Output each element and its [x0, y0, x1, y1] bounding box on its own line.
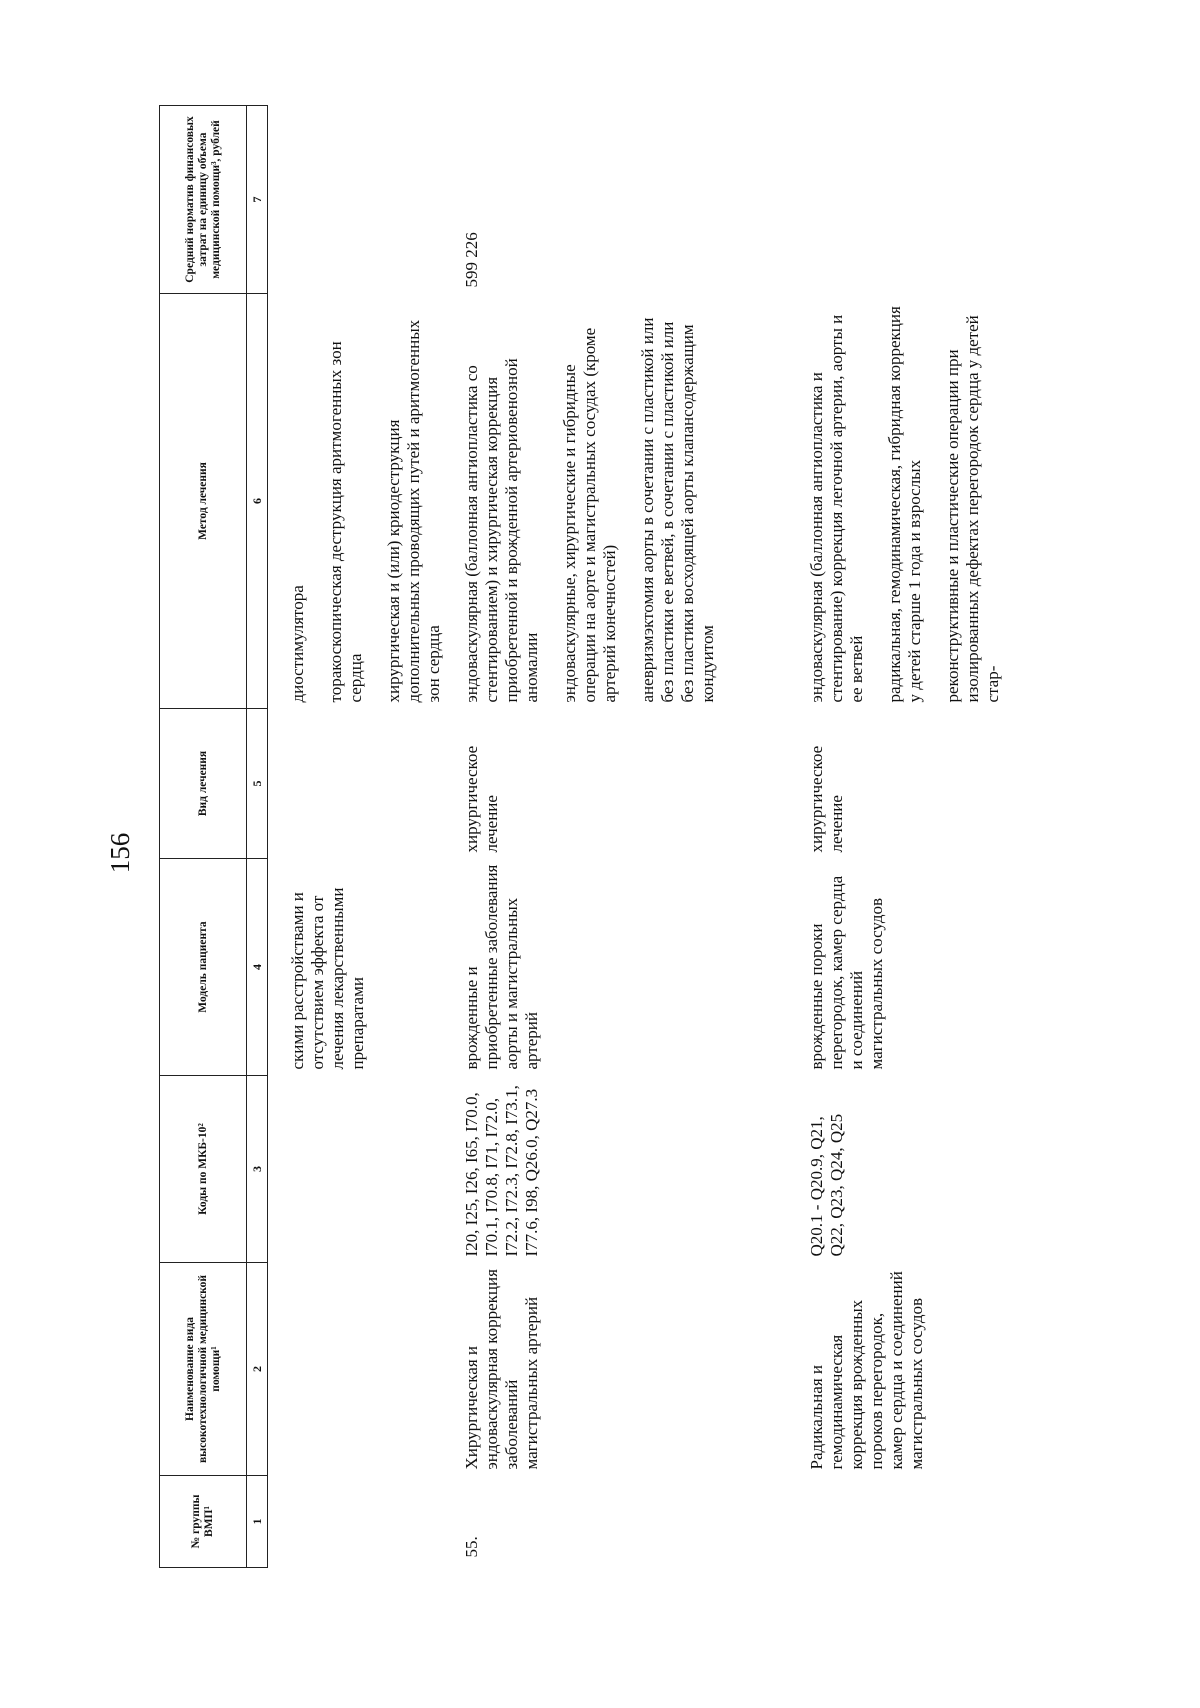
- treatment-method: торакоскопическая деструкция аритмогенных зон сердца: [326, 341, 365, 703]
- cell-treatment-methods: [807, 294, 1127, 709]
- treatment-method: диостимулятора: [288, 585, 307, 703]
- treatment-method: радикальная, гемодинамическая, гибридная коррекция у детей старше 1 года и взрослых: [885, 306, 924, 703]
- column-number: 4: [247, 859, 268, 1076]
- column-number: 2: [247, 1263, 268, 1476]
- header-financing-standard: Средний норматив финансовых затрат на единицу объема медицинской помощи³, рублей: [160, 106, 247, 294]
- vmp-table: [159, 105, 1127, 1568]
- cell-financing-standard: [268, 106, 463, 294]
- header-patient-model: Модель пациента: [160, 859, 247, 1076]
- column-number: 3: [247, 1076, 268, 1263]
- header-vmp-name: Наименование вида высокотехнологичной медицинской помощи¹: [160, 1263, 247, 1476]
- header-treatment-type: Вид лечения: [160, 709, 247, 859]
- treatment-method: эндоваскулярные, хирургические и гибридные операции на аорте и магистральных сосудах (кроме артерий конечностей): [560, 327, 619, 703]
- cell-group-number: [807, 1476, 1127, 1568]
- cell-financing-standard: 599 226: [462, 232, 481, 288]
- cell-treatment-type: [268, 709, 463, 859]
- cell-group-number: 55.: [462, 1536, 481, 1558]
- table-header-row: [160, 106, 247, 1568]
- cell-treatment-type: хирургическое лечение: [807, 745, 846, 853]
- header-treatment-method: Метод лечения: [160, 294, 247, 709]
- treatment-method: эндоваскулярная (баллонная ангиопластика со стентированием) и хирургическая коррекция приобретенной и врожденной артериовенозной аномалии: [462, 358, 541, 703]
- treatment-method: хирургическая и (или) криодеструкция дополнительных проводящих путей и аритмогенных зон сердца: [384, 319, 443, 703]
- cell-icd-codes: [268, 1076, 463, 1263]
- column-number: 5: [247, 709, 268, 859]
- table-row: [807, 106, 1127, 1568]
- cell-patient-model: скими расстройствами и отсутствием эффекта от лечения лекарственными препаратами: [288, 887, 367, 1070]
- cell-group-number: [268, 1476, 463, 1568]
- header-group-number: № группы ВМП¹: [160, 1476, 247, 1568]
- page-number: 156: [105, 832, 135, 874]
- table-row: [268, 106, 463, 1568]
- cell-treatment-methods: [462, 294, 807, 709]
- cell-patient-model: врожденные и приобретенные заболевания аорты и магистральных артерий: [462, 864, 541, 1070]
- column-number: 1: [247, 1476, 268, 1568]
- cell-icd-codes: Q20.1 - Q20.9, Q21, Q22, Q23, Q24, Q25: [807, 1113, 846, 1257]
- table-row: [462, 106, 807, 1568]
- rotated-table-sheet: [159, 106, 1120, 1568]
- header-icd-codes: Коды по МКБ-10²: [160, 1076, 247, 1263]
- column-number: 7: [247, 106, 268, 294]
- treatment-method: реконструктивные и пластические операции при изолированных дефектах перегородок сердца у детей стар-: [943, 315, 1002, 703]
- cell-icd-codes: I20, I25, I26, I65, I70.0, I70.1, I70.8, I71, I72.0, I72.2, I72.3, I72.8, I73.1, I77.6, I98, Q26.0, Q27.3: [462, 1085, 541, 1257]
- cell-treatment-methods: [268, 294, 463, 709]
- column-number: 6: [247, 294, 268, 709]
- treatment-method: эндоваскулярная (баллонная ангиопластика и стентирование) коррекция легочной артерии, аорты и ее ветвей: [807, 314, 866, 703]
- cell-vmp-name: Хирургическая и эндоваскулярная коррекция заболеваний магистральных артерий: [462, 1269, 541, 1470]
- treatment-method: аневризмэктомия аорты в сочетании с пластикой или без пластики ее ветвей, в сочетании с пластикой или без пластики восходящей аорты клапансодержащим кондуитом: [638, 317, 717, 703]
- cell-vmp-name: [268, 1263, 463, 1476]
- cell-financing-standard: [807, 106, 1127, 294]
- column-number-row: [247, 106, 268, 1568]
- cell-vmp-name: Радикальная и гемодинамическая коррекция врожденных пороков перегородок, камер сердца и соединений магистральных сосудов: [807, 1271, 926, 1470]
- cell-treatment-type: хирургическое лечение: [462, 745, 501, 853]
- cell-patient-model: врожденные пороки перегородок, камер сердца и соединений магистральных сосудов: [807, 875, 886, 1070]
